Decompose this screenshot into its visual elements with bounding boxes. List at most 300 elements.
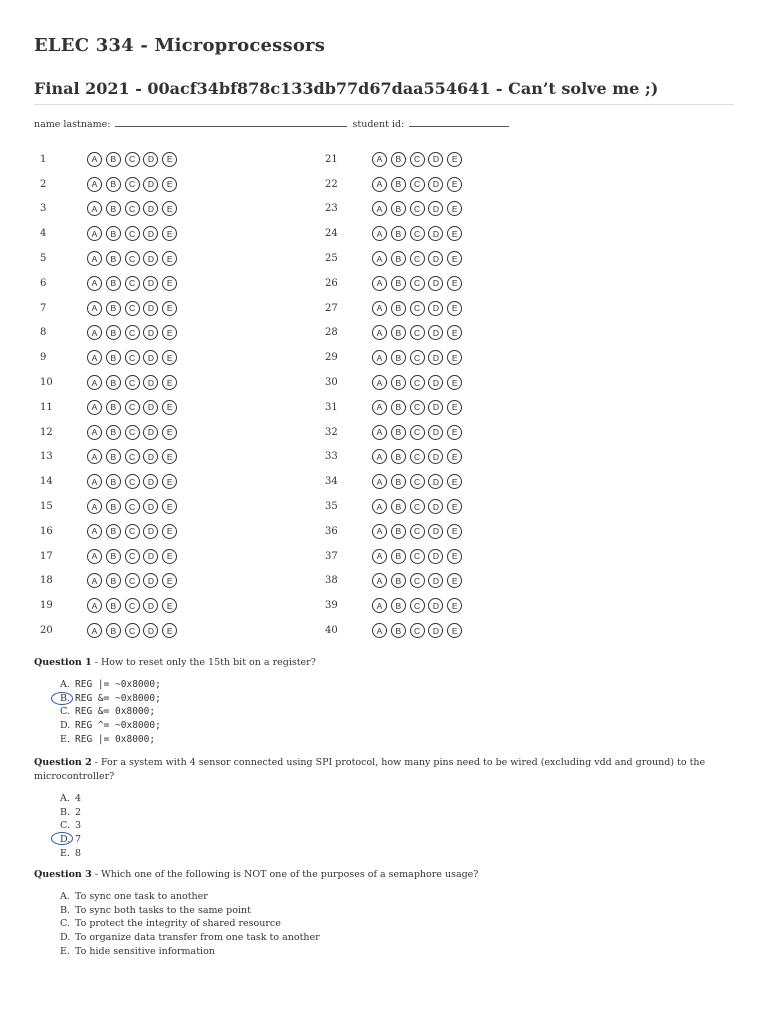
answer-bubble-a[interactable]: A: [87, 375, 102, 390]
answer-bubble-a[interactable]: A: [87, 201, 102, 216]
answer-row: [325, 420, 585, 445]
answer-bubbles: [87, 226, 181, 241]
answer-bubble-a[interactable]: A: [87, 400, 102, 415]
answer-bubble-e[interactable]: E: [162, 301, 177, 316]
answer-bubble-d[interactable]: D: [428, 276, 443, 291]
answer-bubbles: [372, 549, 466, 564]
answer-bubble-a[interactable]: A: [372, 177, 387, 192]
answer-bubble-b[interactable]: B: [106, 276, 121, 291]
answer-bubble-e[interactable]: E: [447, 400, 462, 415]
answer-bubble-e[interactable]: E: [162, 499, 177, 514]
answer-bubble-b[interactable]: B: [391, 325, 406, 340]
answer-row-number: 35: [325, 501, 338, 513]
answer-bubble-c[interactable]: C: [125, 325, 140, 340]
option-item: [60, 806, 734, 820]
answer-bubble-d[interactable]: D: [143, 325, 158, 340]
answer-bubble-e[interactable]: E: [162, 201, 177, 216]
answer-row-number: 36: [325, 525, 338, 537]
answer-bubble-b[interactable]: B: [106, 400, 121, 415]
answer-bubble-d[interactable]: D: [143, 152, 158, 167]
answer-bubble-a[interactable]: A: [372, 449, 387, 464]
answer-bubble-c[interactable]: C: [410, 177, 425, 192]
answer-bubble-d[interactable]: D: [143, 276, 158, 291]
answer-bubble-d[interactable]: D: [428, 201, 443, 216]
answer-bubble-d[interactable]: D: [428, 524, 443, 539]
answer-bubble-c[interactable]: C: [410, 400, 425, 415]
answer-row: [40, 569, 300, 594]
answer-bubble-a[interactable]: A: [87, 152, 102, 167]
answer-row-number: 34: [325, 476, 338, 488]
answer-bubble-e[interactable]: E: [162, 425, 177, 440]
answer-bubble-b[interactable]: B: [391, 301, 406, 316]
option-letter: B.: [60, 904, 71, 916]
answer-bubbles: [372, 226, 466, 241]
answer-bubble-d[interactable]: D: [428, 573, 443, 588]
answer-bubble-c[interactable]: C: [410, 623, 425, 638]
answer-bubble-d[interactable]: D: [428, 325, 443, 340]
answer-bubble-a[interactable]: A: [87, 425, 102, 440]
answer-bubble-c[interactable]: C: [125, 549, 140, 564]
answer-bubble-d[interactable]: D: [428, 598, 443, 613]
answer-bubble-d[interactable]: D: [428, 375, 443, 390]
answer-bubble-d[interactable]: D: [428, 474, 443, 489]
answer-row-number: 25: [325, 253, 338, 265]
answer-bubble-c[interactable]: C: [125, 226, 140, 241]
answer-bubble-c[interactable]: C: [410, 375, 425, 390]
answer-bubble-c[interactable]: C: [125, 524, 140, 539]
answer-bubble-c[interactable]: C: [410, 499, 425, 514]
answer-bubble-b[interactable]: B: [106, 598, 121, 613]
option-item: [60, 931, 734, 945]
answer-bubble-d[interactable]: D: [428, 623, 443, 638]
answer-bubble-b[interactable]: B: [106, 325, 121, 340]
answer-bubble-c[interactable]: C: [410, 325, 425, 340]
option-letter: D.: [60, 834, 71, 846]
answer-bubble-b[interactable]: B: [106, 201, 121, 216]
answer-bubble-a[interactable]: A: [372, 375, 387, 390]
question-1-text: - How to reset only the 15th bit on a register?: [91, 657, 316, 668]
answer-bubble-b[interactable]: B: [106, 499, 121, 514]
answer-bubble-e[interactable]: E: [162, 524, 177, 539]
answer-bubble-c[interactable]: C: [125, 449, 140, 464]
answer-bubble-a[interactable]: A: [372, 524, 387, 539]
option-item: [60, 705, 734, 719]
answer-bubble-a[interactable]: A: [87, 449, 102, 464]
answer-bubble-d[interactable]: D: [143, 350, 158, 365]
answer-bubble-c[interactable]: C: [410, 350, 425, 365]
answer-row: [40, 593, 300, 618]
answer-row-number: 18: [40, 575, 53, 587]
answer-row-number: 7: [40, 302, 47, 314]
option-letter: B.: [60, 692, 71, 704]
answer-row: [40, 445, 300, 470]
answer-bubble-e[interactable]: E: [447, 549, 462, 564]
answer-bubble-a[interactable]: A: [87, 177, 102, 192]
answer-row: [325, 172, 585, 197]
answer-bubble-a[interactable]: A: [372, 623, 387, 638]
answer-bubble-a[interactable]: A: [87, 499, 102, 514]
question-2-prompt: [34, 756, 734, 784]
answer-bubble-a[interactable]: A: [372, 152, 387, 167]
option-letter: A.: [60, 793, 70, 804]
answer-bubble-e[interactable]: E: [447, 152, 462, 167]
answer-bubble-e[interactable]: E: [447, 201, 462, 216]
answer-bubble-b[interactable]: B: [391, 449, 406, 464]
answer-bubbles: [372, 623, 466, 638]
option-text: 7: [75, 834, 82, 846]
answer-bubble-b[interactable]: B: [391, 350, 406, 365]
answer-row-number: 38: [325, 575, 338, 587]
answer-bubble-d[interactable]: D: [143, 623, 158, 638]
answer-bubble-b[interactable]: B: [106, 474, 121, 489]
option-letter: A.: [60, 891, 70, 902]
answer-bubble-b[interactable]: B: [391, 400, 406, 415]
answer-bubble-b[interactable]: B: [106, 425, 121, 440]
answer-row: [325, 296, 585, 321]
option-text: 2: [75, 806, 82, 818]
answer-bubble-b[interactable]: B: [106, 226, 121, 241]
answer-bubble-e[interactable]: E: [447, 598, 462, 613]
handwritten-circle-mark-q1: [51, 692, 73, 705]
answer-bubble-e[interactable]: E: [162, 474, 177, 489]
question-2-label: Question 2: [34, 757, 92, 768]
answer-bubble-d[interactable]: D: [428, 301, 443, 316]
answer-row: [325, 593, 585, 618]
answer-bubble-b[interactable]: B: [391, 276, 406, 291]
answer-bubble-e[interactable]: E: [447, 226, 462, 241]
answer-bubble-b[interactable]: B: [106, 573, 121, 588]
answer-bubble-c[interactable]: C: [125, 598, 140, 613]
answer-bubble-a[interactable]: A: [87, 226, 102, 241]
answer-bubble-c[interactable]: C: [410, 474, 425, 489]
answer-bubble-c[interactable]: C: [125, 251, 140, 266]
answer-row-number: 6: [40, 277, 47, 289]
answer-bubble-a[interactable]: A: [372, 499, 387, 514]
answer-bubble-c[interactable]: C: [125, 425, 140, 440]
answer-bubble-d[interactable]: D: [428, 177, 443, 192]
answer-bubble-b[interactable]: B: [106, 177, 121, 192]
answer-bubble-c[interactable]: C: [410, 449, 425, 464]
answer-bubble-a[interactable]: A: [87, 549, 102, 564]
answer-bubble-e[interactable]: E: [162, 598, 177, 613]
answer-bubble-a[interactable]: A: [372, 325, 387, 340]
answer-bubble-a[interactable]: A: [372, 251, 387, 266]
answer-bubble-e[interactable]: E: [162, 350, 177, 365]
answer-bubble-d[interactable]: D: [428, 226, 443, 241]
answer-bubble-e[interactable]: E: [162, 549, 177, 564]
answer-bubble-e[interactable]: E: [162, 375, 177, 390]
answer-bubble-c[interactable]: C: [410, 524, 425, 539]
answer-bubble-e[interactable]: E: [162, 152, 177, 167]
answer-row-number: 28: [325, 327, 338, 339]
answer-bubbles: [87, 400, 181, 415]
answer-bubble-b[interactable]: B: [391, 524, 406, 539]
option-item: [60, 678, 734, 692]
answer-row-number: 10: [40, 377, 53, 389]
answer-bubbles: [372, 524, 466, 539]
answer-bubble-c[interactable]: C: [410, 226, 425, 241]
answer-bubble-b[interactable]: B: [106, 549, 121, 564]
answer-bubble-a[interactable]: A: [372, 350, 387, 365]
answer-row: [40, 519, 300, 544]
answer-bubble-d[interactable]: D: [428, 425, 443, 440]
answer-bubble-d[interactable]: D: [428, 350, 443, 365]
answer-bubble-a[interactable]: A: [87, 350, 102, 365]
answer-bubble-e[interactable]: E: [162, 623, 177, 638]
answer-bubbles: [372, 425, 466, 440]
answer-bubble-e[interactable]: E: [447, 325, 462, 340]
answer-bubble-c[interactable]: C: [410, 301, 425, 316]
answer-bubble-b[interactable]: B: [391, 425, 406, 440]
answer-row-number: 2: [40, 178, 47, 190]
answer-bubble-d[interactable]: D: [428, 152, 443, 167]
answer-bubbles: [87, 598, 181, 613]
answer-bubble-b[interactable]: B: [106, 449, 121, 464]
answer-bubble-e[interactable]: E: [447, 425, 462, 440]
answer-bubble-c[interactable]: C: [410, 276, 425, 291]
answer-bubble-d[interactable]: D: [143, 573, 158, 588]
answer-bubble-d[interactable]: D: [143, 177, 158, 192]
answer-bubble-b[interactable]: B: [391, 177, 406, 192]
name-label: name lastname:: [34, 119, 111, 130]
option-text: REG &= ~0x8000;: [75, 692, 161, 704]
answer-row-number: 23: [325, 203, 338, 215]
answer-bubble-d[interactable]: D: [143, 598, 158, 613]
answer-bubbles: [372, 499, 466, 514]
answer-bubble-c[interactable]: C: [125, 400, 140, 415]
answer-bubble-c[interactable]: C: [125, 201, 140, 216]
answer-bubble-c[interactable]: C: [410, 425, 425, 440]
answer-bubble-c[interactable]: C: [125, 152, 140, 167]
answer-bubble-e[interactable]: E: [447, 276, 462, 291]
answer-row: [325, 395, 585, 420]
answer-bubble-c[interactable]: C: [125, 499, 140, 514]
option-letter: E.: [60, 945, 70, 957]
answer-bubbles: [372, 201, 466, 216]
answer-bubble-d[interactable]: D: [428, 251, 443, 266]
answer-bubble-c[interactable]: C: [125, 375, 140, 390]
answer-bubbles: [87, 549, 181, 564]
answer-bubble-a[interactable]: A: [372, 276, 387, 291]
option-item: [60, 833, 734, 847]
answer-bubble-b[interactable]: B: [391, 251, 406, 266]
answer-bubble-b[interactable]: B: [106, 350, 121, 365]
answer-bubble-b[interactable]: B: [106, 375, 121, 390]
answer-bubble-c[interactable]: C: [125, 301, 140, 316]
question-3: [34, 868, 734, 959]
answer-bubble-a[interactable]: A: [87, 276, 102, 291]
answer-bubble-d[interactable]: D: [143, 201, 158, 216]
answer-row-number: 19: [40, 600, 53, 612]
answer-row: [40, 221, 300, 246]
answer-bubble-a[interactable]: A: [372, 301, 387, 316]
answer-row: [40, 370, 300, 395]
answer-bubble-e[interactable]: E: [447, 499, 462, 514]
answer-bubble-c[interactable]: C: [410, 251, 425, 266]
answer-bubble-d[interactable]: D: [143, 549, 158, 564]
option-letter: C.: [60, 820, 70, 832]
answer-bubble-d[interactable]: D: [143, 375, 158, 390]
option-text: REG &= 0x8000;: [75, 706, 156, 718]
answer-bubble-c[interactable]: C: [125, 276, 140, 291]
student-id-label: student id:: [352, 119, 405, 130]
answer-bubble-b[interactable]: B: [391, 152, 406, 167]
answer-bubble-a[interactable]: A: [87, 598, 102, 613]
option-item: [60, 733, 734, 747]
option-item: [60, 792, 734, 806]
answer-bubble-e[interactable]: E: [447, 251, 462, 266]
answer-bubble-e[interactable]: E: [162, 573, 177, 588]
answer-row-number: 14: [40, 476, 53, 488]
answer-bubble-c[interactable]: C: [410, 152, 425, 167]
answer-bubbles: [87, 301, 181, 316]
answer-bubble-e[interactable]: E: [162, 177, 177, 192]
answer-bubble-e[interactable]: E: [447, 573, 462, 588]
answer-bubble-d[interactable]: D: [143, 474, 158, 489]
answer-bubble-e[interactable]: E: [162, 276, 177, 291]
answer-bubble-d[interactable]: D: [143, 301, 158, 316]
question-3-text: - Which one of the following is NOT one of the purposes of a semaphore usage?: [91, 869, 479, 880]
answer-row-number: 9: [40, 352, 47, 364]
answer-bubble-e[interactable]: E: [447, 301, 462, 316]
answer-bubble-d[interactable]: D: [143, 425, 158, 440]
answer-bubble-e[interactable]: E: [447, 623, 462, 638]
answer-bubbles: [87, 251, 181, 266]
answer-bubble-e[interactable]: E: [447, 177, 462, 192]
answer-bubble-b[interactable]: B: [391, 623, 406, 638]
answer-row-number: 11: [40, 401, 53, 413]
question-1-options: [60, 678, 734, 747]
answer-bubble-e[interactable]: E: [162, 400, 177, 415]
answer-bubble-e[interactable]: E: [162, 325, 177, 340]
answer-bubble-a[interactable]: A: [87, 623, 102, 638]
answer-bubble-d[interactable]: D: [428, 549, 443, 564]
answer-row: [40, 494, 300, 519]
answer-row: [325, 147, 585, 172]
answer-row-number: 31: [325, 401, 338, 413]
option-item: [60, 890, 734, 904]
answer-row-number: 24: [325, 228, 338, 240]
answer-bubble-a[interactable]: A: [372, 400, 387, 415]
answer-bubble-b[interactable]: B: [106, 301, 121, 316]
answer-row: [325, 469, 585, 494]
answer-bubble-e[interactable]: E: [447, 350, 462, 365]
answer-bubble-b[interactable]: B: [391, 598, 406, 613]
answer-bubble-c[interactable]: C: [410, 573, 425, 588]
answer-bubble-a[interactable]: A: [87, 325, 102, 340]
answer-bubble-c[interactable]: C: [410, 201, 425, 216]
student-id-blank[interactable]: [409, 117, 509, 127]
answer-bubble-c[interactable]: C: [125, 350, 140, 365]
question-2-options: [60, 792, 734, 861]
answer-row: [40, 172, 300, 197]
question-2-text: - For a system with 4 sensor connected using SPI protocol, how many pins need to be wired (excluding vdd and ground) to the microcontroller?: [34, 757, 706, 782]
answer-bubble-a[interactable]: A: [87, 251, 102, 266]
answer-bubbles: [372, 301, 466, 316]
answer-row: [40, 618, 300, 643]
option-item: [60, 819, 734, 833]
answer-bubble-b[interactable]: B: [391, 499, 406, 514]
option-text: To hide sensitive information: [75, 945, 215, 957]
answer-bubble-a[interactable]: A: [372, 226, 387, 241]
answer-bubbles: [87, 425, 181, 440]
answer-bubbles: [87, 623, 181, 638]
answer-row-number: 1: [40, 153, 47, 165]
answer-bubble-b[interactable]: B: [391, 573, 406, 588]
answer-row-number: 8: [40, 327, 47, 339]
answer-bubble-b[interactable]: B: [106, 152, 121, 167]
answer-column-left: [40, 147, 300, 643]
answer-bubble-c[interactable]: C: [125, 474, 140, 489]
answer-bubble-c[interactable]: C: [125, 623, 140, 638]
answer-bubble-a[interactable]: A: [372, 201, 387, 216]
answer-row-number: 29: [325, 352, 338, 364]
answer-bubble-d[interactable]: D: [143, 449, 158, 464]
answer-bubble-c[interactable]: C: [125, 177, 140, 192]
answer-row: [325, 569, 585, 594]
answer-bubble-a[interactable]: A: [372, 474, 387, 489]
answer-bubble-a[interactable]: A: [372, 598, 387, 613]
answer-bubble-b[interactable]: B: [106, 623, 121, 638]
answer-bubble-c[interactable]: C: [125, 573, 140, 588]
answer-bubble-e[interactable]: E: [447, 449, 462, 464]
answer-bubble-a[interactable]: A: [87, 301, 102, 316]
answer-bubble-a[interactable]: A: [372, 573, 387, 588]
answer-row-number: 5: [40, 253, 47, 265]
answer-bubble-d[interactable]: D: [428, 449, 443, 464]
answer-bubble-d[interactable]: D: [428, 499, 443, 514]
answer-bubble-d[interactable]: D: [143, 499, 158, 514]
answer-bubble-e[interactable]: E: [162, 226, 177, 241]
option-item: [60, 847, 734, 861]
answer-bubble-c[interactable]: C: [410, 598, 425, 613]
answer-bubble-b[interactable]: B: [391, 201, 406, 216]
answer-bubbles: [87, 177, 181, 192]
answer-bubble-b[interactable]: B: [106, 524, 121, 539]
answer-bubble-b[interactable]: B: [391, 375, 406, 390]
answer-bubble-e[interactable]: E: [447, 524, 462, 539]
answer-row: [40, 469, 300, 494]
option-letter: D.: [60, 720, 71, 732]
answer-bubble-a[interactable]: A: [372, 549, 387, 564]
answer-bubble-c[interactable]: C: [410, 549, 425, 564]
answer-bubble-d[interactable]: D: [143, 400, 158, 415]
answer-bubble-e[interactable]: E: [162, 449, 177, 464]
answer-bubble-a[interactable]: A: [87, 573, 102, 588]
answer-row-number: 30: [325, 377, 338, 389]
answer-bubble-d[interactable]: D: [143, 226, 158, 241]
student-info-line: [34, 117, 511, 130]
answer-bubble-a[interactable]: A: [87, 524, 102, 539]
answer-bubble-b[interactable]: B: [391, 474, 406, 489]
answer-row-number: 37: [325, 550, 338, 562]
name-blank[interactable]: [115, 117, 347, 127]
answer-bubble-d[interactable]: D: [428, 400, 443, 415]
answer-bubble-b[interactable]: B: [106, 251, 121, 266]
answer-bubble-e[interactable]: E: [447, 375, 462, 390]
answer-bubble-b[interactable]: B: [391, 226, 406, 241]
answer-bubble-b[interactable]: B: [391, 549, 406, 564]
answer-bubble-d[interactable]: D: [143, 251, 158, 266]
answer-bubble-a[interactable]: A: [87, 474, 102, 489]
answer-bubble-a[interactable]: A: [372, 425, 387, 440]
answer-bubble-e[interactable]: E: [162, 251, 177, 266]
option-item: [60, 692, 734, 706]
answer-bubble-d[interactable]: D: [143, 524, 158, 539]
answer-row: [40, 296, 300, 321]
answer-bubbles: [372, 325, 466, 340]
answer-bubble-e[interactable]: E: [447, 474, 462, 489]
